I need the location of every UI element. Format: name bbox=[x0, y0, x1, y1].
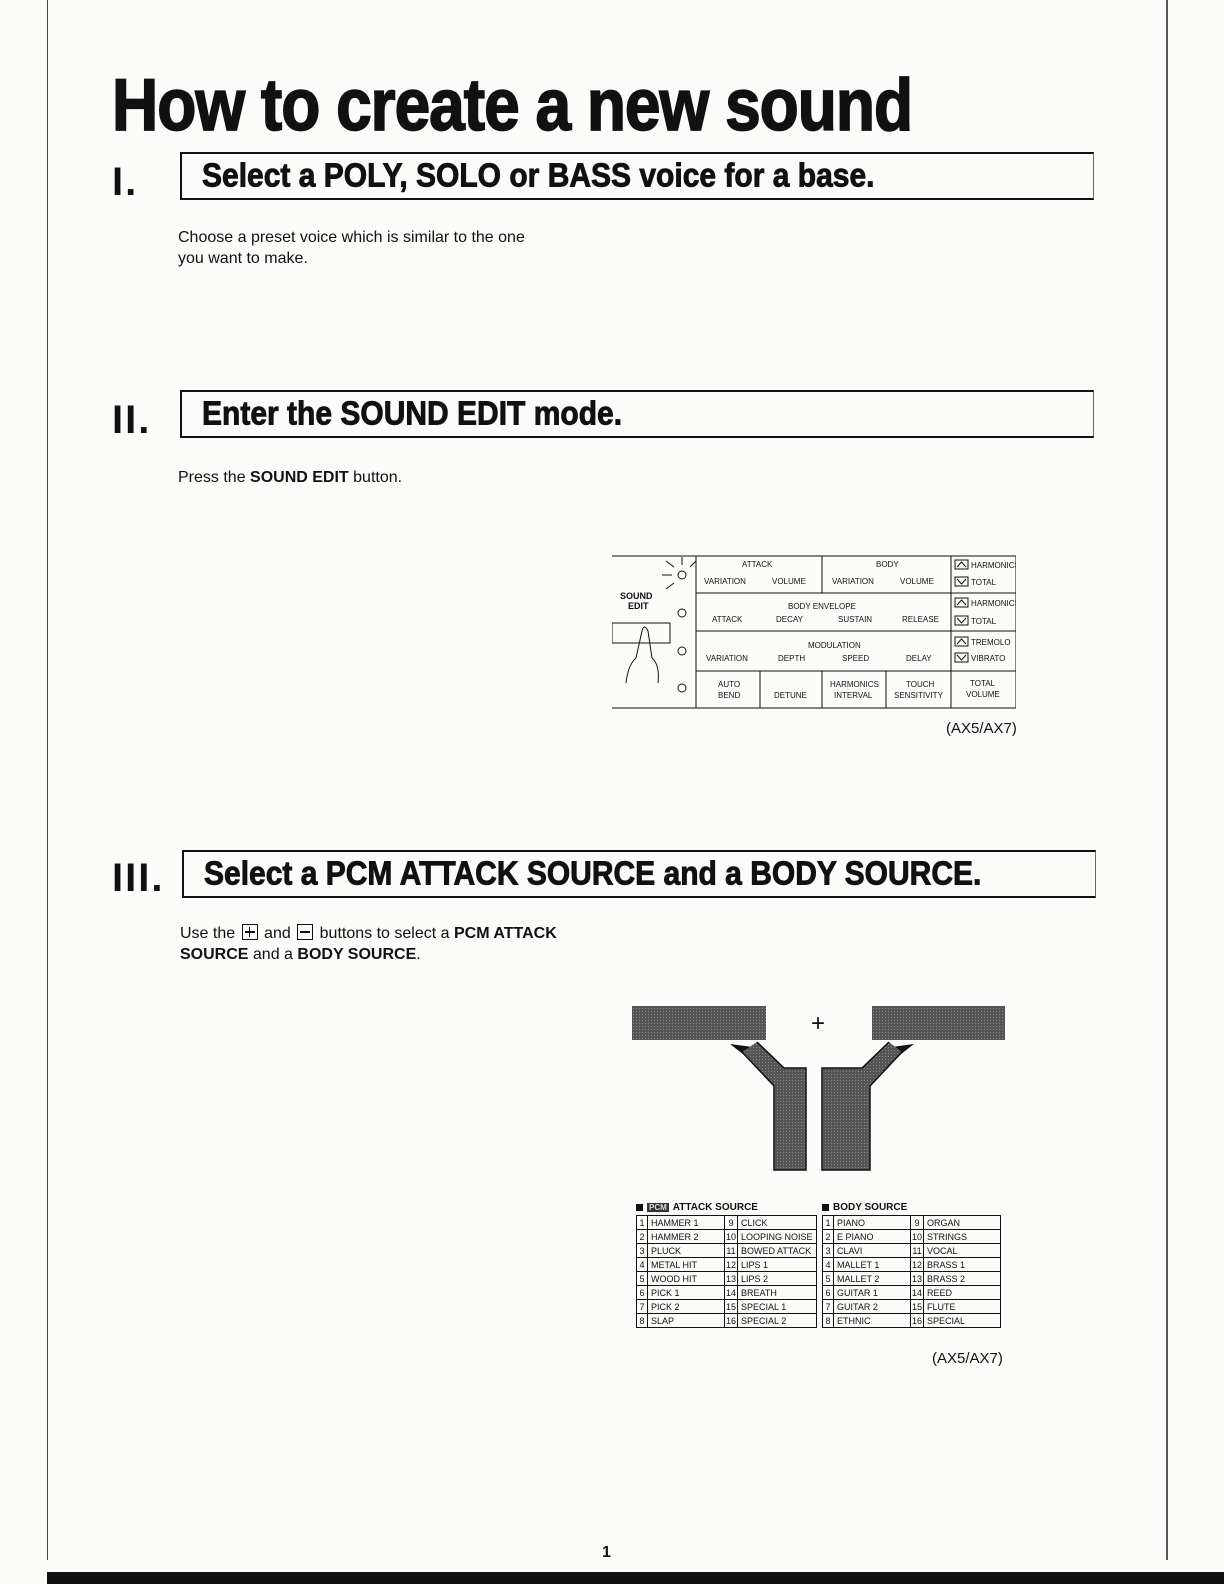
source-number: 5 bbox=[823, 1272, 834, 1286]
step-1-text-line-1: Choose a preset voice which is similar to the one bbox=[178, 229, 525, 246]
group-attack: ATTACK bbox=[742, 560, 773, 569]
source-name: BRASS 1 bbox=[924, 1258, 1001, 1272]
source-number: 2 bbox=[637, 1230, 648, 1244]
plus-sign: + bbox=[810, 1010, 826, 1037]
r4c4-l2: SENSITIVITY bbox=[894, 691, 943, 700]
sound-edit-label-1: SOUND bbox=[620, 591, 653, 601]
r3c4: DELAY bbox=[906, 654, 932, 663]
r1c1: VARIATION bbox=[704, 577, 746, 586]
step-2-number: II. bbox=[112, 398, 152, 442]
step-3-title: Select a PCM ATTACK SOURCE and a BODY SOURCE. bbox=[204, 856, 982, 893]
source-number: 14 bbox=[726, 1287, 737, 1298]
table-row bbox=[823, 1258, 1001, 1272]
source-number: 14 bbox=[912, 1287, 923, 1298]
source-name: SLAP bbox=[648, 1314, 725, 1328]
table-row bbox=[823, 1230, 1001, 1244]
step-3-text bbox=[180, 923, 557, 965]
body-display bbox=[872, 1006, 1005, 1040]
sound-edit-panel-diagram bbox=[612, 553, 1016, 711]
square-bullet-icon bbox=[822, 1204, 829, 1211]
r4c5-l1: TOTAL bbox=[970, 679, 996, 688]
source-number: 1 bbox=[823, 1216, 834, 1230]
caption-model-1: (AX5/AX7) bbox=[946, 720, 1017, 737]
source-number: 6 bbox=[637, 1286, 648, 1300]
source-selection-diagram bbox=[632, 1004, 1006, 1172]
table-row bbox=[637, 1230, 817, 1244]
source-name: E PIANO bbox=[834, 1230, 911, 1244]
r1c4: VOLUME bbox=[900, 577, 934, 586]
source-name: PIANO bbox=[834, 1216, 911, 1230]
step-2-text bbox=[178, 467, 402, 488]
attack-source-grid bbox=[636, 1215, 817, 1328]
source-number: 3 bbox=[823, 1244, 834, 1258]
group-body: BODY bbox=[876, 560, 899, 569]
r2-right-top: HARMONICS bbox=[971, 599, 1016, 608]
step-3-text-a: Use the bbox=[180, 925, 236, 942]
body-source-table bbox=[822, 1200, 1001, 1328]
source-number: 1 bbox=[637, 1216, 648, 1230]
r3c3: SPEED bbox=[842, 654, 870, 663]
source-number: 4 bbox=[823, 1258, 834, 1272]
body-source-label: BODY SOURCE bbox=[833, 1202, 908, 1213]
step-2-title: Enter the SOUND EDIT mode. bbox=[202, 396, 623, 433]
r4c1-l2: BEND bbox=[718, 691, 741, 700]
table-row bbox=[823, 1300, 1001, 1314]
source-number: 16 bbox=[912, 1315, 923, 1326]
step-3-text-bold-1: PCM ATTACK bbox=[453, 925, 557, 942]
attack-display bbox=[632, 1006, 766, 1040]
r3c1: VARIATION bbox=[706, 654, 748, 663]
source-name: VOCAL bbox=[924, 1244, 1001, 1258]
r2c4: RELEASE bbox=[902, 615, 939, 624]
attack-source-table bbox=[636, 1200, 817, 1328]
source-name: SPECIAL bbox=[924, 1314, 1001, 1328]
source-number: 12 bbox=[912, 1259, 923, 1270]
r3c2: DEPTH bbox=[778, 654, 806, 663]
r3-right-bottom: VIBRATO bbox=[971, 654, 1006, 663]
source-name: HAMMER 2 bbox=[648, 1230, 725, 1244]
page-number: 1 bbox=[602, 1544, 611, 1561]
step-3-text-bold-3: BODY SOURCE bbox=[297, 946, 417, 963]
attack-source-title bbox=[636, 1200, 817, 1215]
r4c2: DETUNE bbox=[774, 691, 807, 700]
step-1-header bbox=[180, 152, 1094, 200]
source-name: BREATH bbox=[738, 1286, 817, 1300]
r4c1-l1: AUTO bbox=[718, 680, 741, 689]
r1c3: VARIATION bbox=[832, 577, 874, 586]
source-number: 7 bbox=[823, 1300, 834, 1314]
table-row bbox=[823, 1272, 1001, 1286]
source-number: 15 bbox=[912, 1301, 923, 1312]
source-name: PICK 2 bbox=[648, 1300, 725, 1314]
source-name: CLAVI bbox=[834, 1244, 911, 1258]
source-number: 9 bbox=[911, 1216, 924, 1230]
step-3-text-b: and bbox=[264, 925, 291, 942]
source-number: 11 bbox=[912, 1245, 922, 1256]
source-name: ORGAN bbox=[924, 1216, 1001, 1230]
page-title: How to create a new sound bbox=[112, 63, 913, 146]
r1c2: VOLUME bbox=[772, 577, 806, 586]
table-row bbox=[637, 1244, 817, 1258]
source-name: WOOD HIT bbox=[648, 1272, 725, 1286]
source-name: PICK 1 bbox=[648, 1286, 725, 1300]
source-number: 2 bbox=[823, 1230, 834, 1244]
source-name: METAL HIT bbox=[648, 1258, 725, 1272]
source-number: 13 bbox=[912, 1273, 923, 1284]
source-name: SPECIAL 1 bbox=[738, 1300, 817, 1314]
plus-key-icon bbox=[242, 924, 258, 940]
step-1-text-line-2: you want to make. bbox=[178, 250, 308, 267]
source-number: 16 bbox=[726, 1315, 737, 1326]
r1-right-top: HARMONICS bbox=[971, 561, 1016, 570]
source-name: BRASS 2 bbox=[924, 1272, 1001, 1286]
table-row bbox=[823, 1314, 1001, 1328]
source-name: LIPS 2 bbox=[738, 1272, 817, 1286]
step-2-text-pre: Press the bbox=[178, 469, 251, 486]
source-number: 8 bbox=[637, 1314, 648, 1328]
source-number: 13 bbox=[726, 1273, 737, 1284]
source-name: BOWED ATTACK bbox=[738, 1244, 817, 1258]
source-number: 3 bbox=[637, 1244, 648, 1258]
source-number: 7 bbox=[637, 1300, 648, 1314]
bottom-bar bbox=[47, 1572, 1224, 1584]
r4c5-l2: VOLUME bbox=[966, 690, 1000, 699]
source-name: MALLET 2 bbox=[834, 1272, 911, 1286]
source-number: 6 bbox=[823, 1286, 834, 1300]
r2-right-bottom: TOTAL bbox=[971, 617, 997, 626]
source-number: 15 bbox=[726, 1301, 737, 1312]
r4c4-l1: TOUCH bbox=[906, 680, 935, 689]
source-name: CLICK bbox=[738, 1216, 817, 1230]
r4c3-l2: INTERVAL bbox=[834, 691, 873, 700]
table-row bbox=[637, 1300, 817, 1314]
source-name: REED bbox=[924, 1286, 1001, 1300]
source-name: GUITAR 2 bbox=[834, 1300, 911, 1314]
source-name: LOOPING NOISE bbox=[738, 1230, 817, 1244]
sound-edit-label-2: EDIT bbox=[628, 601, 649, 611]
step-3-text-e: . bbox=[416, 946, 421, 963]
attack-source-label: ATTACK SOURCE bbox=[672, 1202, 758, 1213]
step-2-text-post: button. bbox=[348, 469, 403, 486]
r3-right-top: TREMOLO bbox=[971, 638, 1011, 647]
source-name: GUITAR 1 bbox=[834, 1286, 911, 1300]
source-name: PLUCK bbox=[648, 1244, 725, 1258]
step-3-text-d: and a bbox=[252, 946, 293, 963]
source-number: 4 bbox=[637, 1258, 648, 1272]
source-name: FLUTE bbox=[924, 1300, 1001, 1314]
step-1-text bbox=[178, 227, 525, 269]
minus-key-icon bbox=[297, 924, 313, 940]
table-row bbox=[637, 1314, 817, 1328]
table-row bbox=[637, 1216, 817, 1230]
source-name: MALLET 1 bbox=[834, 1258, 911, 1272]
source-name: STRINGS bbox=[924, 1230, 1001, 1244]
r4c3-l1: HARMONICS bbox=[830, 680, 879, 689]
step-3-number: III. bbox=[112, 856, 165, 900]
pcm-tag: PCM bbox=[649, 1203, 667, 1212]
source-number: 10 bbox=[912, 1231, 923, 1242]
step-2-header bbox=[180, 390, 1094, 438]
table-row bbox=[823, 1286, 1001, 1300]
source-name: ETHNIC bbox=[834, 1314, 911, 1328]
right-margin-rule bbox=[1166, 0, 1168, 1560]
table-row bbox=[823, 1216, 1001, 1230]
source-number: 12 bbox=[726, 1259, 737, 1270]
source-name: LIPS 1 bbox=[738, 1258, 817, 1272]
step-3-text-c: buttons to select a bbox=[319, 925, 450, 942]
step-3-text-bold-2: SOURCE bbox=[180, 946, 249, 963]
group-body-envelope: BODY ENVELOPE bbox=[788, 602, 856, 611]
source-number: 11 bbox=[726, 1245, 736, 1256]
r2c3: SUSTAIN bbox=[838, 615, 873, 624]
square-bullet-icon bbox=[636, 1204, 643, 1211]
r2c2: DECAY bbox=[776, 615, 803, 624]
source-number: 10 bbox=[726, 1231, 737, 1242]
table-row bbox=[823, 1244, 1001, 1258]
group-modulation: MODULATION bbox=[808, 641, 861, 650]
table-row bbox=[637, 1286, 817, 1300]
body-source-grid bbox=[822, 1215, 1001, 1328]
step-1-number: I. bbox=[112, 160, 139, 204]
source-number: 5 bbox=[637, 1272, 648, 1286]
left-margin-rule bbox=[47, 0, 48, 1560]
source-name: SPECIAL 2 bbox=[738, 1314, 817, 1328]
step-2-text-bold: SOUND EDIT bbox=[250, 469, 349, 486]
source-number: 9 bbox=[725, 1216, 738, 1230]
r2c1: ATTACK bbox=[712, 615, 743, 624]
caption-model-2: (AX5/AX7) bbox=[932, 1350, 1003, 1367]
step-1-title: Select a POLY, SOLO or BASS voice for a base. bbox=[202, 158, 875, 195]
source-number: 8 bbox=[823, 1314, 834, 1328]
table-row bbox=[637, 1258, 817, 1272]
table-row bbox=[637, 1272, 817, 1286]
body-source-title bbox=[822, 1200, 1001, 1215]
step-3-header bbox=[182, 850, 1096, 898]
source-name: HAMMER 1 bbox=[648, 1216, 725, 1230]
r1-right-bottom: TOTAL bbox=[971, 578, 997, 587]
